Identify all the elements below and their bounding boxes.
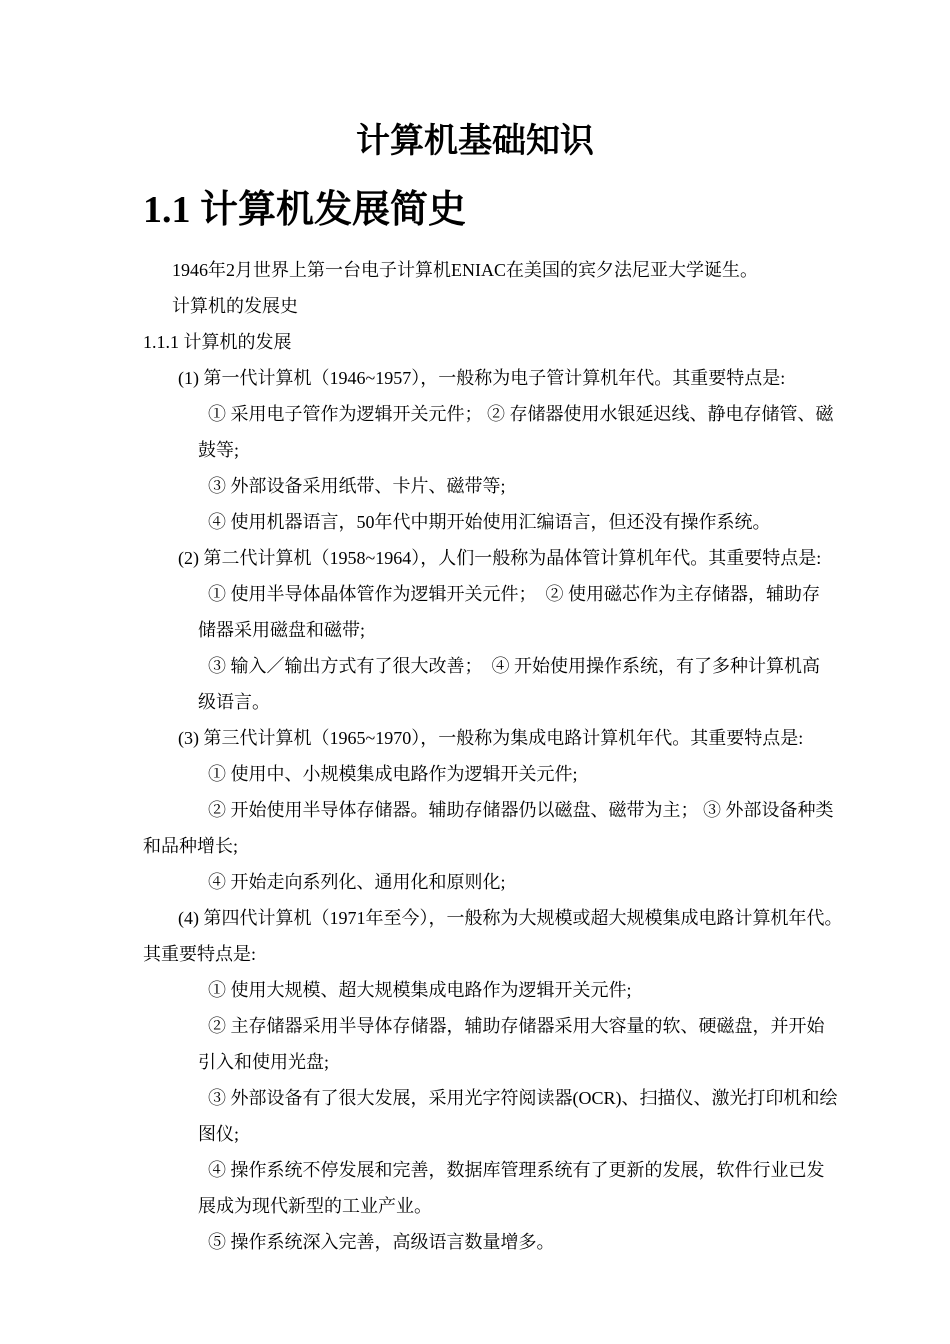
- text-line: ④ 操作系统不停发展和完善，数据库管理系统有了更新的发展，软件行业已发: [208, 1160, 825, 1181]
- text-line: ④ 使用机器语言，50年代中期开始使用汇编语言，但还没有操作系统。: [208, 512, 771, 533]
- text-line: 图仪;: [198, 1124, 240, 1145]
- text-line: 其重要特点是:: [143, 944, 257, 965]
- document-title: 计算机基础知识: [356, 123, 594, 160]
- text-line: (1) 第一代计算机（1946~1957），一般称为电子管计算机年代。其重要特点是:: [178, 368, 786, 389]
- text-line: (4) 第四代计算机（1971年至今），一般称为大规模或超大规模集成电路计算机年代。: [178, 908, 843, 929]
- text-line: ① 采用电子管作为逻辑开关元件； ② 存储器使用水银延迟线、静电存储管、磁: [208, 404, 834, 425]
- text-line: (2) 第二代计算机（1958~1964），人们一般称为晶体管计算机年代。其重要特点是:: [178, 548, 822, 569]
- text-line: (3) 第三代计算机（1965~1970），一般称为集成电路计算机年代。其重要特点是:: [178, 728, 804, 749]
- text-line: 和品种增长;: [143, 836, 239, 857]
- text-line: 1946年2月世界上第一台电子计算机ENIAC在美国的宾夕法尼亚大学诞生。: [172, 260, 758, 281]
- text-line: ③ 外部设备有了很大发展，采用光字符阅读器(OCR)、扫描仪、激光打印机和绘: [208, 1088, 838, 1109]
- text-line: 引入和使用光盘;: [198, 1052, 330, 1073]
- text-line: 级语言。: [198, 692, 270, 713]
- text-line: 储器采用磁盘和磁带;: [198, 620, 366, 641]
- document-body: [0, 252, 950, 1260]
- text-line: ③ 输入／输出方式有了很大改善； ④ 开始使用操作系统，有了多种计算机高: [208, 656, 820, 677]
- text-line: ① 使用大规模、超大规模集成电路作为逻辑开关元件;: [208, 980, 632, 1001]
- text-line: 计算机的发展史: [172, 296, 298, 317]
- text-line: ③ 外部设备采用纸带、卡片、磁带等;: [208, 476, 506, 497]
- text-line: ② 主存储器采用半导体存储器，辅助存储器采用大容量的软、硬磁盘，并开始: [208, 1016, 825, 1037]
- text-line: ④ 开始走向系列化、通用化和原则化;: [208, 872, 506, 893]
- subsection-heading: 1.1.1 计算机的发展: [143, 332, 292, 353]
- text-line: ① 使用中、小规模集成电路作为逻辑开关元件;: [208, 764, 578, 785]
- text-line: 鼓等;: [198, 440, 240, 461]
- text-line: 展成为现代新型的工业产业。: [198, 1196, 432, 1217]
- section-heading: 1.1 计算机发展简史: [143, 188, 467, 231]
- text-line: ② 开始使用半导体存储器。辅助存储器仍以磁盘、磁带为主； ③ 外部设备种类: [208, 800, 834, 821]
- text-line: ① 使用半导体晶体管作为逻辑开关元件； ② 使用磁芯作为主存储器，辅助存: [208, 584, 820, 605]
- text-line: ⑤ 操作系统深入完善，高级语言数量增多。: [208, 1232, 555, 1253]
